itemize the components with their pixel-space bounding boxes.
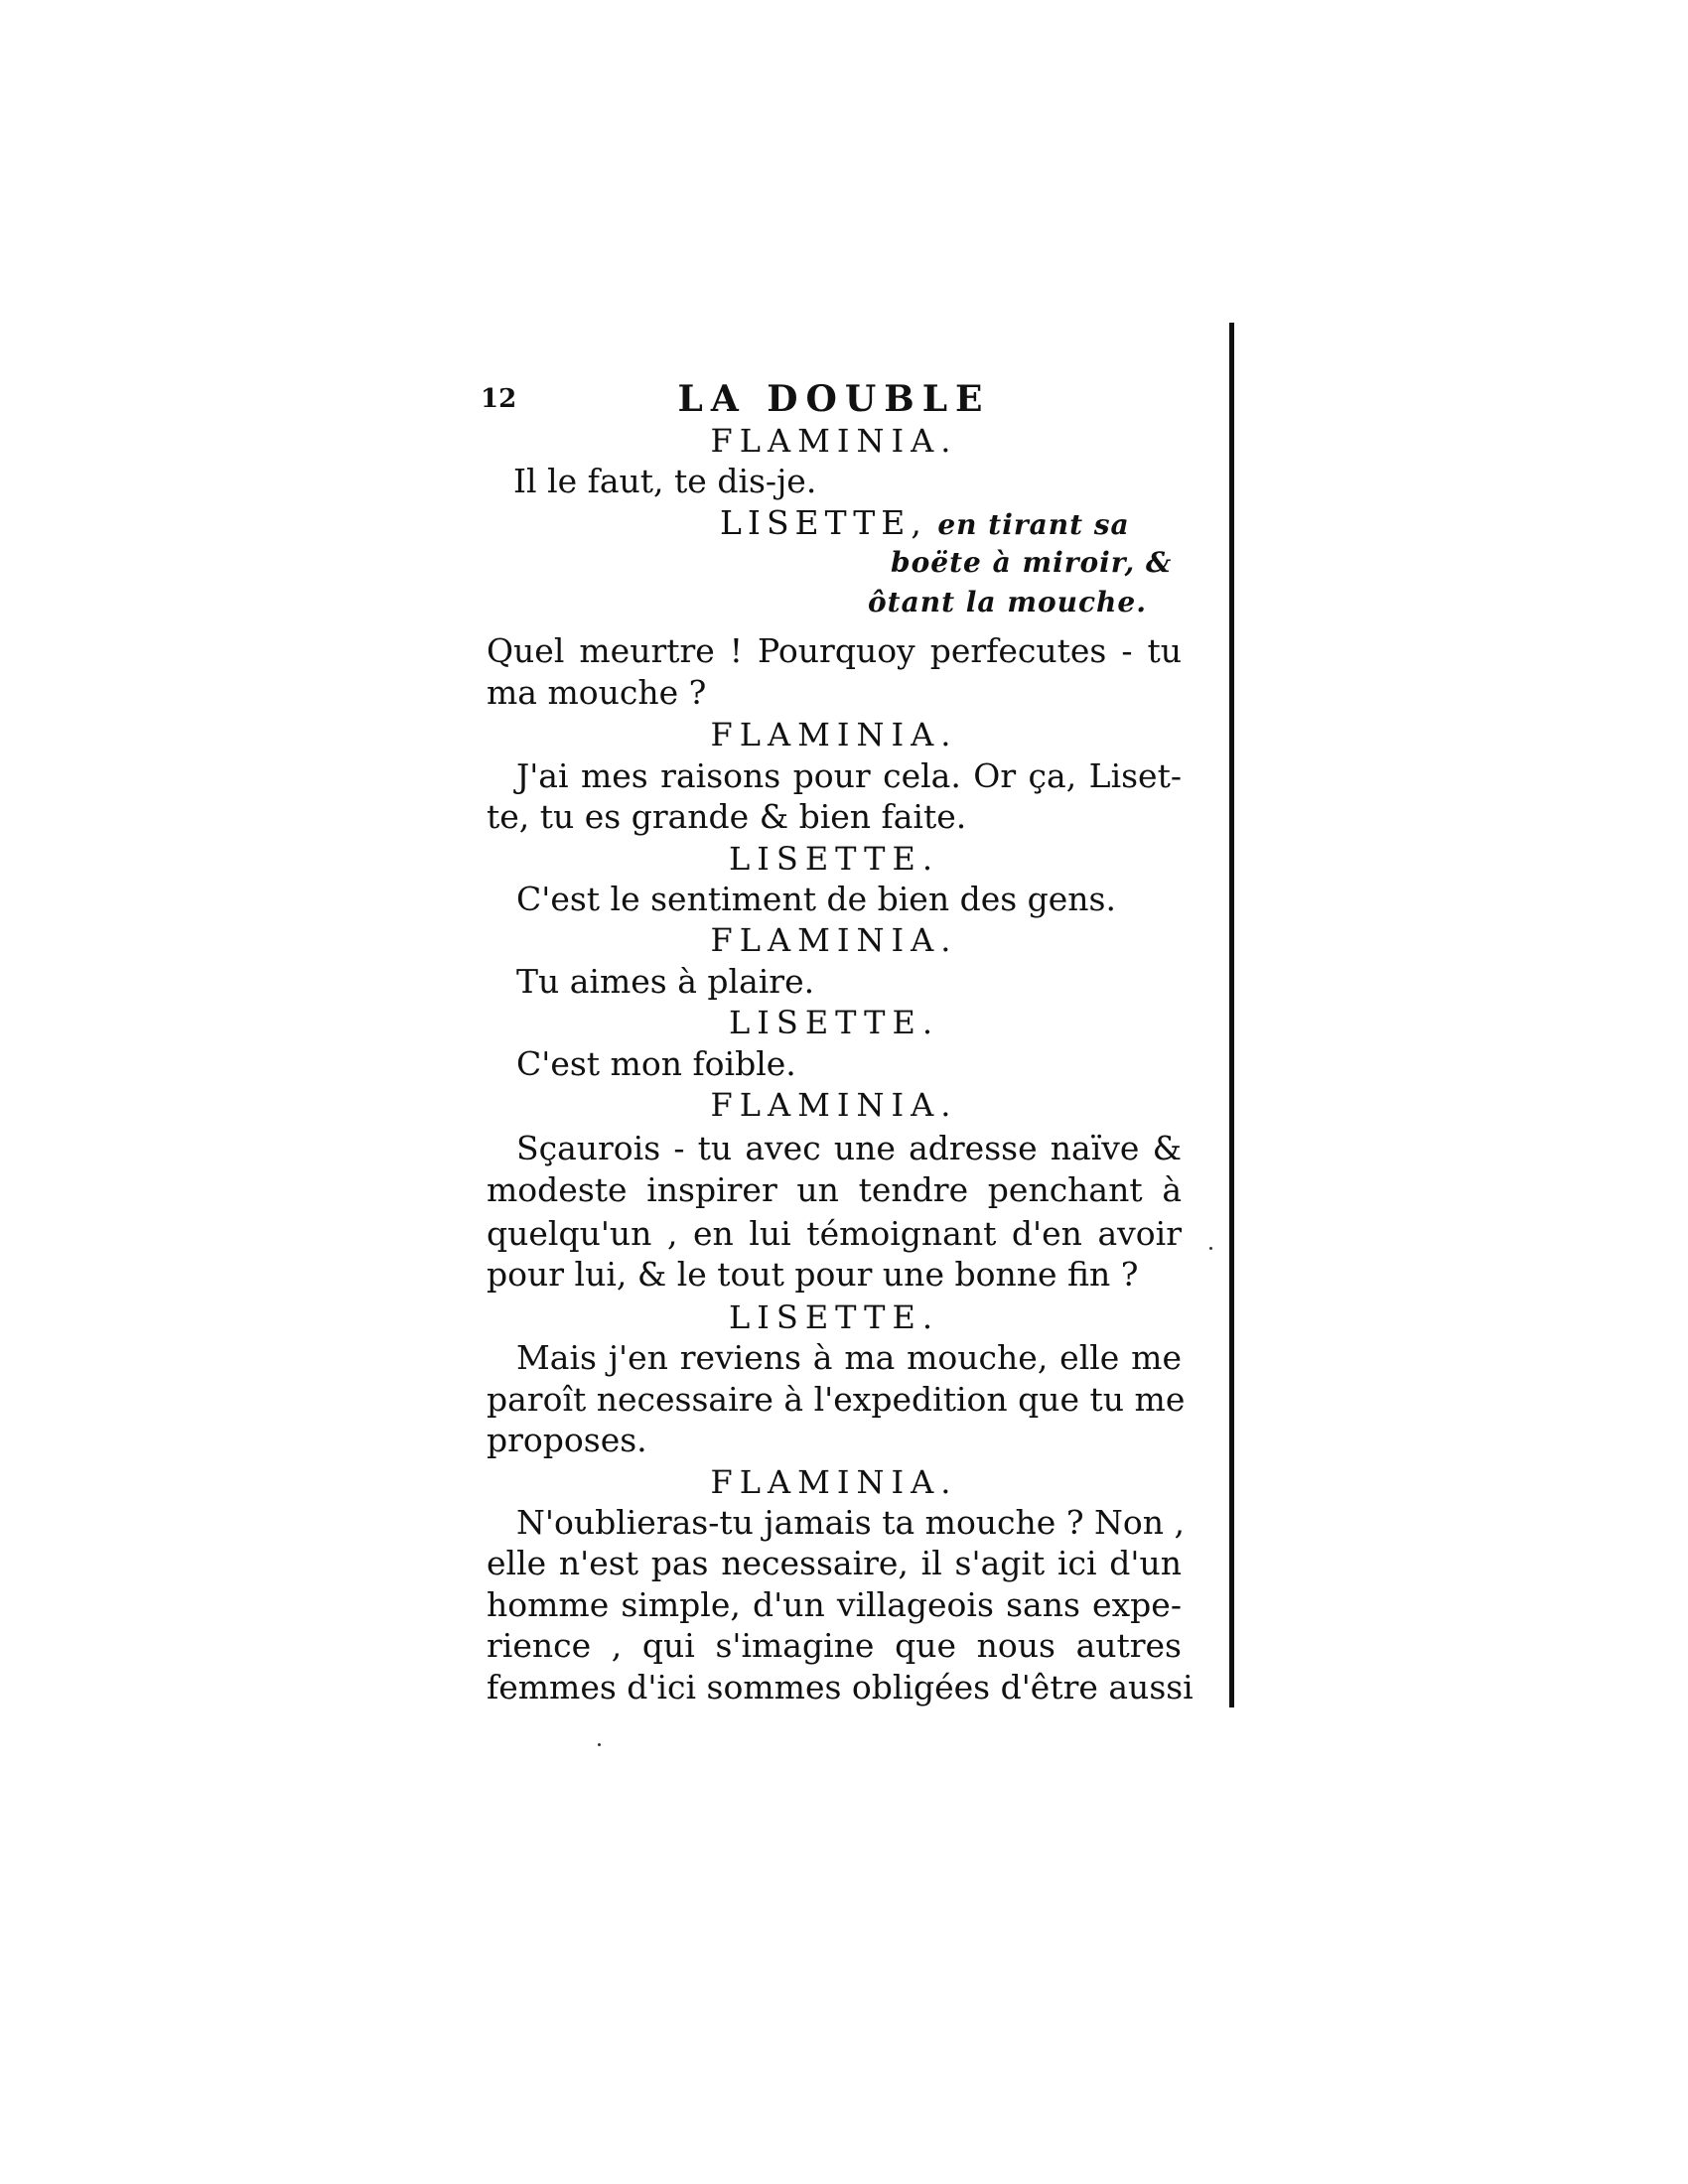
page-number: 12	[481, 384, 517, 414]
speaker-with-stage-direction	[720, 501, 1187, 545]
speaker-name: FLAMINIA.	[710, 1086, 958, 1124]
dialogue-line: Il le faut, te dis-je.	[513, 462, 817, 500]
dialogue-line: C'est le sentiment de bien des gens.	[516, 880, 1116, 918]
dialogue-line: quelqu'un , en lui témoignant d'en avoir	[487, 1214, 1182, 1253]
speaker-name: FLAMINIA.	[710, 921, 958, 959]
speck	[598, 1743, 601, 1746]
speaker-name: LISETTE.	[729, 840, 939, 878]
speaker-name: FLAMINIA.	[710, 1463, 958, 1501]
speaker-name: FLAMINIA.	[710, 422, 958, 460]
dialogue-line: J'ai mes raisons pour cela. Or ça, Liset-	[516, 756, 1182, 795]
dialogue-line: paroît necessaire à l'expedition que tu me	[487, 1380, 1186, 1419]
dialogue-line: ma mouche ?	[487, 673, 707, 712]
running-title: LA DOUBLE	[677, 378, 991, 420]
page-margin-rule	[1229, 323, 1234, 1707]
dialogue-line: C'est mon foible.	[516, 1044, 796, 1083]
dialogue-line: rience , qui s'imagine que nous autres	[487, 1626, 1182, 1665]
dialogue-line: N'oublieras-tu jamais ta mouche ? Non ,	[516, 1503, 1185, 1542]
dialogue-line: Mais j'en reviens à ma mouche, elle me	[516, 1338, 1182, 1377]
speaker-name: FLAMINIA.	[710, 716, 958, 753]
speaker-name: LISETTE.	[729, 1004, 939, 1041]
dialogue-line: femmes d'ici sommes obligées d'être aussi	[487, 1668, 1194, 1706]
dialogue-line: Tu aimes à plaire.	[516, 962, 815, 1001]
speaker-name: LISETTE.	[729, 1298, 939, 1336]
stage-direction: ôtant la mouche.	[868, 586, 1147, 618]
dialogue-line: proposes.	[487, 1421, 647, 1459]
dialogue-line: modeste inspirer un tendre penchant à	[487, 1170, 1182, 1209]
dialogue-line: homme simple, d'un villageois sans expe-	[487, 1585, 1182, 1624]
dialogue-line: Sçaurois - tu avec une adresse naïve &	[516, 1129, 1182, 1167]
dialogue-line: elle n'est pas necessaire, il s'agit ici d'un	[487, 1544, 1182, 1582]
stage-direction: en tirant sa	[937, 508, 1130, 541]
dialogue-line: pour lui, & le tout pour une bonne fin ?	[487, 1255, 1139, 1294]
speaker-name: LISETTE,	[720, 503, 927, 542]
dialogue-line: Quel meurtre ! Pourquoy perfecutes - tu	[487, 631, 1182, 670]
dialogue-line: te, tu es grande & bien faite.	[487, 797, 967, 836]
speck	[1209, 1247, 1212, 1250]
stage-direction: boëte à miroir, &	[891, 546, 1173, 579]
